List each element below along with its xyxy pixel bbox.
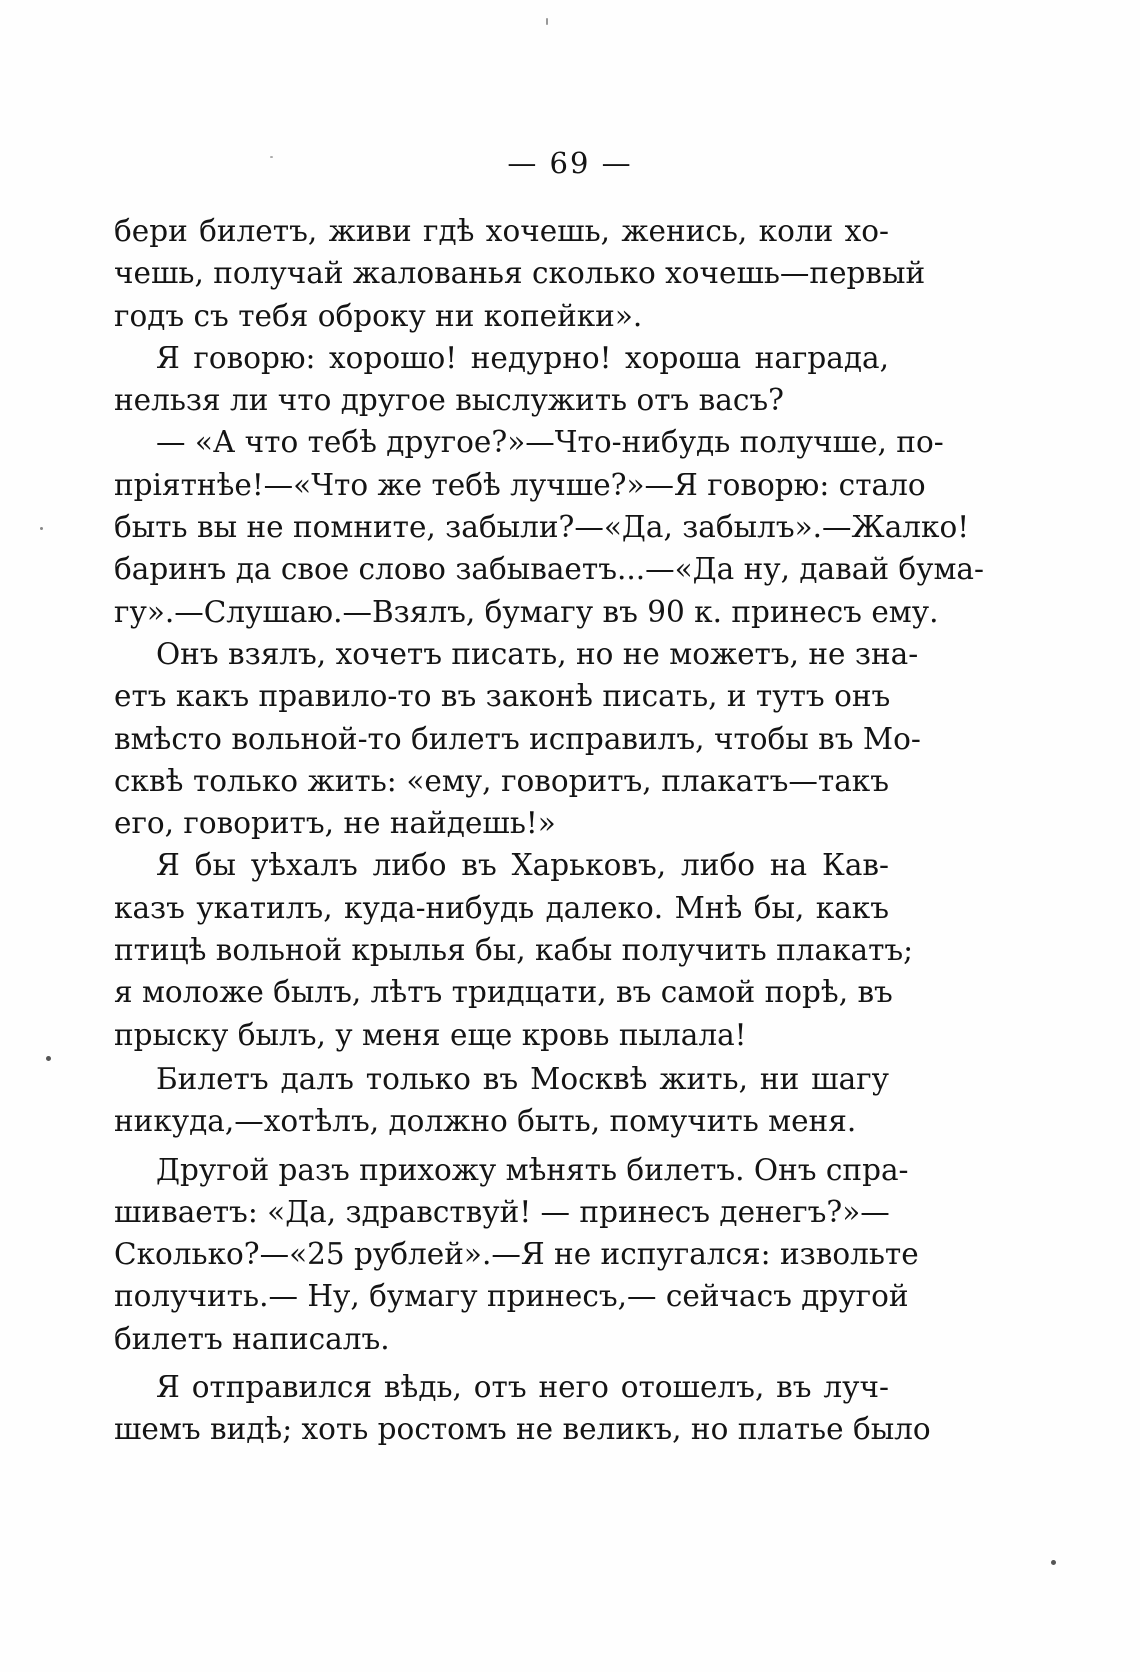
page-body xyxy=(114,210,984,1451)
text-line: казъ укатилъ, куда-нибудь далеко. Мнѣ бы, какъ xyxy=(114,890,889,925)
text-line: никуда,—хотѣлъ, должно быть, помучить меня. xyxy=(114,1104,857,1139)
text-line: быть вы не помните, забыли?—«Да, забылъ».—Жалко! xyxy=(114,510,970,545)
scan-speck xyxy=(46,1056,51,1061)
text-line: получить.— Ну, бумагу принесъ,— сейчасъ другой xyxy=(114,1279,909,1314)
text-line: билетъ написалъ. xyxy=(114,1321,390,1356)
text-line: пріятнѣе!—«Что же тебѣ лучше?»—Я говорю: стало xyxy=(114,467,926,502)
text-line: чешь, получай жалованья сколько хочешь—первый xyxy=(114,256,926,291)
text-line: шемъ видѣ; хоть ростомъ не великъ, но платье было xyxy=(114,1412,931,1447)
text-line: бери билетъ, живи гдѣ хочешь, женись, коли хо- xyxy=(114,214,889,248)
scan-speck xyxy=(40,527,43,530)
text-line: баринъ да свое слово забываетъ...—«Да ну, давай бума- xyxy=(114,552,984,587)
text-line: Я бы уѣхалъ либо въ Харьковъ, либо на Кав- xyxy=(156,848,889,883)
text-line: Сколько?—«25 рублей».—Я не испугался: извольте xyxy=(114,1237,919,1272)
text-line: — «А что тебѣ другое?»—Что-нибудь получше, по- xyxy=(156,425,944,460)
text-line: Я говорю: хорошо! недурно! хороша награда, xyxy=(156,340,889,375)
text-line: годъ съ тебя оброку ни копейки». xyxy=(114,298,643,333)
text-line: сквѣ только жить: «ему, говоритъ, плакатъ—такъ xyxy=(114,763,889,798)
page-number: — 69 — xyxy=(507,146,633,180)
text-line: Я отправился вѣдь, отъ него отошелъ, въ луч- xyxy=(156,1370,889,1405)
scan-speck xyxy=(270,156,273,158)
text-line: шиваетъ: «Да, здравствуй! — принесъ денегъ?»— xyxy=(114,1194,890,1229)
scan-speck xyxy=(1051,1560,1056,1565)
text-line: етъ какъ правило-то въ законѣ писать, и тутъ онъ xyxy=(114,679,891,714)
text-line: Билетъ далъ только въ Москвѣ жить, ни шагу xyxy=(156,1061,889,1096)
text-line: я моложе былъ, лѣтъ тридцати, въ самой порѣ, въ xyxy=(114,975,893,1010)
text-line: вмѣсто вольной-то билетъ исправилъ, чтобы въ Мо- xyxy=(114,721,921,756)
text-line: птицѣ вольной крылья бы, кабы получить плакатъ; xyxy=(114,933,914,968)
text-line: гу».—Слушаю.—Взялъ, бумагу въ 90 к. принесъ ему. xyxy=(114,594,939,629)
text-line: прыску былъ, у меня еще кровь пылала! xyxy=(114,1017,747,1052)
text-line: его, говоритъ, не найдешь!» xyxy=(114,806,556,841)
text-line: Другой разъ прихожу мѣнять билетъ. Онъ спра- xyxy=(156,1152,909,1187)
text-line: нельзя ли что другое выслужить отъ васъ? xyxy=(114,383,784,418)
scan-speck xyxy=(546,18,548,25)
text-line: Онъ взялъ, хочетъ писать, но не можетъ, не зна- xyxy=(156,636,919,671)
